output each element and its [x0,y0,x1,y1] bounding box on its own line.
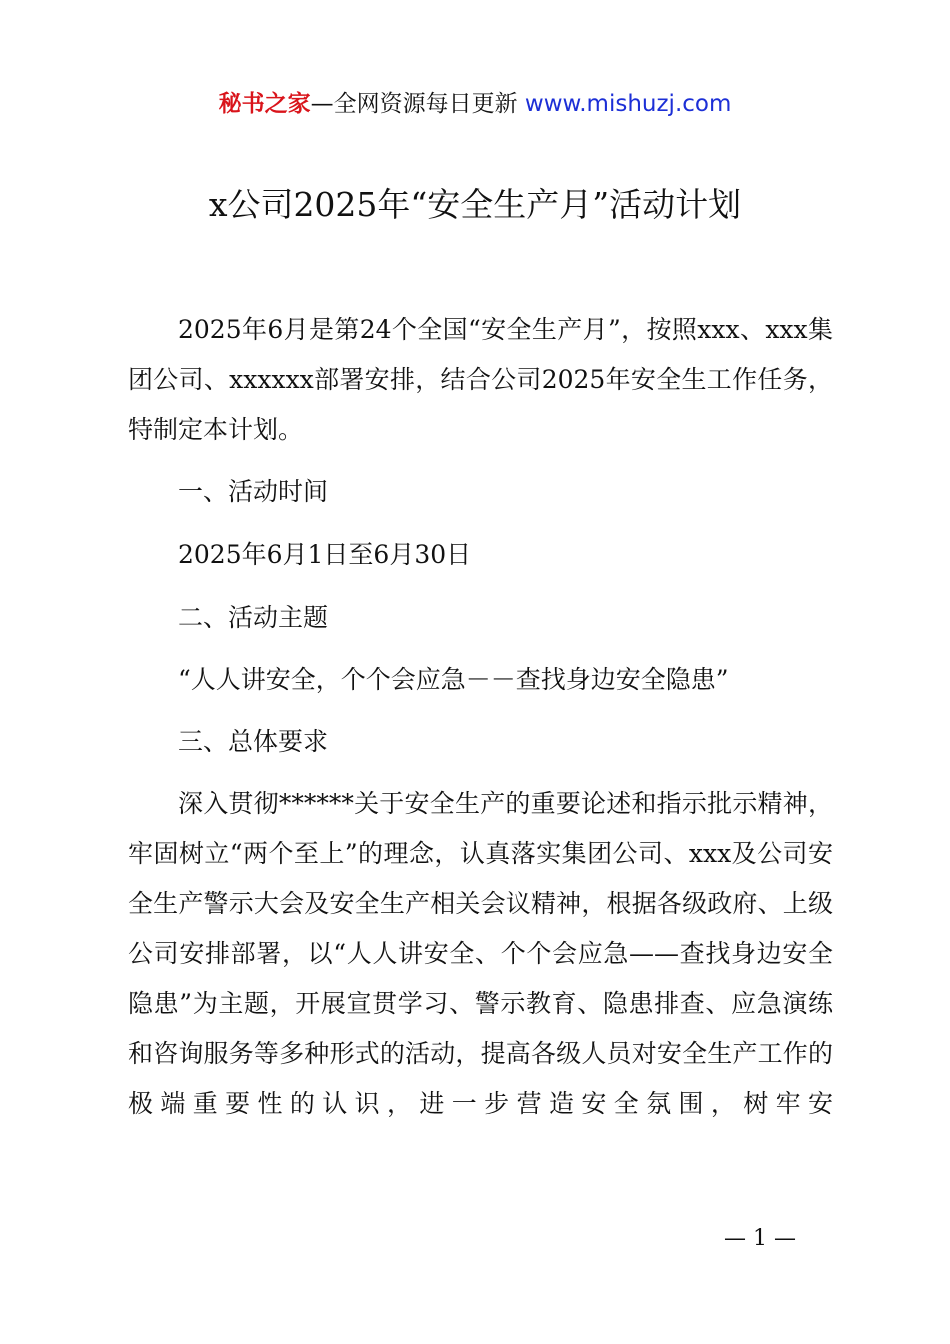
section-heading-theme: 二、活动主题 [178,603,329,632]
activity-theme-text: “人人讲安全，个个会应急－－查找身边安全隐患” [178,665,729,694]
page-number: — 1 — [724,1226,796,1251]
requirements-paragraph: 深入贯彻******关于安全生产的重要论述和指示批示精神，牢固树立“两个至上”的理念，认真落实集团公司、xxx及公司安全生产警示大会及安全生产相关会议精神，根据各级政府、上级公司安排部署，以“人人讲安全、个个会应急——查找身边安全隐患”为主题，开展宣贯学习、警示教育、隐患排查、应急演练和咨询服务等多种形式的活动，提高各级人员对安全生产工作的极端重要性的认识，进一步营造安全氛围，树牢安 [128,789,833,1118]
banner-tagline: —全网资源每日更新 [310,91,518,117]
site-url-link[interactable]: www.mishuzj.com [524,91,732,117]
document-title: x公司2025年“安全生产月”活动计划 [208,185,742,224]
activity-time-text: 2025年6月1日至6月30日 [178,540,472,569]
site-banner [0,88,950,120]
section-heading-time: 一、活动时间 [178,477,329,506]
brand-name: 秘书之家 [218,91,311,117]
section-heading-requirements: 三、总体要求 [178,727,329,756]
intro-paragraph: 2025年6月是第24个全国“安全生产月”，按照xxx、xxx集团公司、xxxxxx部署安排，结合公司2025年安全生工作任务，特制定本计划。 [128,315,833,444]
